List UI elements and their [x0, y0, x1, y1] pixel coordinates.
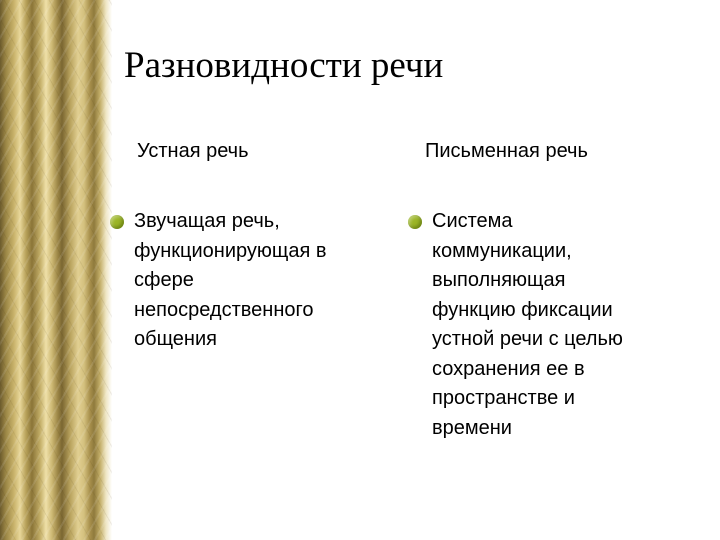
- slide-title: Разновидности речи: [124, 45, 444, 86]
- bullet-text-written: Система коммуникации, выполняющая функцию фиксации устной речи с целью сохранения ее в пространстве и времени: [432, 210, 623, 439]
- pillar-grain-texture: [0, 0, 112, 540]
- bullet-dot-icon: [110, 215, 124, 229]
- bullet-dot-icon: [408, 215, 422, 229]
- bullet-item-oral: [110, 207, 400, 355]
- column-heading-oral: Устная речь: [137, 140, 249, 162]
- bullet-item-written: [408, 207, 708, 443]
- column-heading-written: Письменная речь: [425, 140, 588, 162]
- marble-pillar-decoration: [0, 0, 112, 540]
- bullet-text-oral: Звучащая речь, функционирующая в сфере непосредственного общения: [134, 210, 327, 350]
